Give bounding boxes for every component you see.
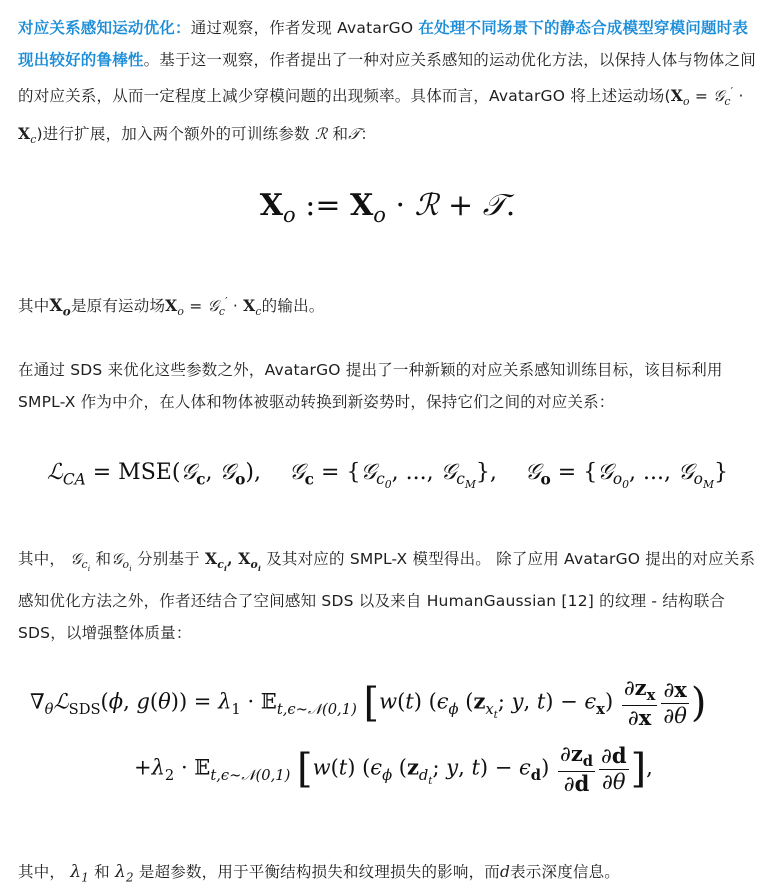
paragraph-correspondence-objective: 在通过 SDS 来优化这些参数之外，AvatarGO 提出了一种新颖的对应关系感知训练目标，该目标利用 SMPL-X 作为中介，在人体和物体被驱动转换到新姿势时，保持它们之间的对应关系： bbox=[18, 361, 723, 411]
paragraph-hyperparameters bbox=[18, 856, 760, 893]
text-span: 是超参数，用于平衡结构损失和纹理损失的影响，而 bbox=[138, 863, 500, 881]
paragraph-motion-optimization bbox=[18, 12, 760, 156]
text-span: 的输出。 bbox=[261, 297, 325, 316]
paragraph-sds-combination bbox=[18, 543, 760, 649]
text-span: 其中， bbox=[18, 863, 66, 881]
inline-symbol-R: ℛ bbox=[314, 125, 328, 144]
inline-symbol-xci-xoi: $X_{c_i}$, $X_{o_i}$ bbox=[204, 549, 262, 574]
equation-sds-gradient-line2: $+\lambda_2$ · 𝔼$_{t,\epsilon\sim 𝒩(0,1)}$ [w(t) ($\epsilon_\phi$ ($z_{d_t}$; y, $t) - \epsilon_d$) $\frac{\partial z_d}{\partial d}$ $\frac{\partial d}{\partial\theta}$ ], bbox=[134, 741, 653, 797]
equation-sds-gradient-line1: $\nabla_\theta ℒ_{SDS}(\phi$, $g(\theta)) = \lambda_1$ · 𝔼$_{t,\epsilon\sim 𝒩(0,1)}$ [w(t) ($\epsilon_\phi$ ($z_{x_t}$; y, $t) - \epsilon_x$) $\frac{\partial z_x}{\partial x}$ $\frac{\partial x}{\partial\theta}$ ) bbox=[30, 675, 707, 731]
text-span: 。基于这一观察，作者提出了一种对应关系感知的运动优化方法，以保持人体与物体之间的对应关系，从而一定程度上减少穿模问题的出现频率。具体而言，AvatarGO 将上述运动场 bbox=[18, 51, 756, 106]
inline-symbol-Xo: $X_o$ bbox=[49, 296, 71, 319]
text-span: 其中 bbox=[18, 297, 50, 316]
text-span: 表示深度信息。 bbox=[510, 863, 621, 881]
inline-symbol-lambda2: $\lambda_2$ bbox=[114, 862, 134, 885]
text-span: ： bbox=[360, 125, 377, 144]
inline-symbol-Goi: 𝒢$_{o_i}$ bbox=[111, 550, 132, 574]
inline-symbol-d: d bbox=[499, 863, 511, 881]
inline-formula-motion-field: ($X_o$ = 𝒢$_c$′ · $X_c$) bbox=[18, 85, 744, 147]
text-span: 和 bbox=[95, 550, 112, 568]
text-span: 及其对应的 SMPL-X 模型得出。 除了应用 AvatarGO 提出的对应关系感知优化方法之外，作者还结合了空间感知 SDS 以及来自 HumanGaussian [12] 的纹理 - 结构联合 SDS，以增强整体质量： bbox=[18, 550, 756, 643]
equation-correspondence-loss: ℒ$_{CA}$ = MSE(𝒢$_c$, 𝒢$_o$), 𝒢$_c$ = {𝒢$_{c_0}$, ..., 𝒢$_{c_M}$}, 𝒢$_o$ = {𝒢$_{o_0}$, ..., 𝒢$_{o_M}$} bbox=[47, 460, 728, 492]
text-span: 和 bbox=[332, 125, 349, 144]
text-span: 通过观察，作者发现 AvatarGO bbox=[190, 19, 419, 37]
text-span: 是原有运动场 bbox=[70, 297, 166, 316]
section-heading: 对应关系感知运动优化： bbox=[18, 19, 191, 37]
inline-symbol-T: 𝒯 bbox=[348, 125, 361, 144]
equation-motion-update: $X_o$ := $X_o$ · ℛ + 𝒯. bbox=[259, 188, 516, 227]
inline-formula-original-field: $X_o$ = 𝒢$_c$′ · $X_c$ bbox=[165, 295, 262, 319]
text-span: 分别基于 bbox=[137, 550, 200, 568]
text-span: 和 bbox=[94, 863, 110, 881]
highlight-text: 在处理不同场景下的静态合成模型穿模问题时表现出较好的鲁棒性 bbox=[18, 19, 749, 69]
inline-symbol-lambda1: $\lambda_1$ bbox=[70, 862, 89, 885]
inline-symbol-Gci: 𝒢$_{c_i}$ bbox=[70, 550, 91, 574]
text-span: 进行扩展，加入两个额外的可训练参数 bbox=[42, 125, 310, 144]
paragraph-where-xo bbox=[18, 286, 760, 328]
text-span: 其中， bbox=[18, 550, 66, 568]
